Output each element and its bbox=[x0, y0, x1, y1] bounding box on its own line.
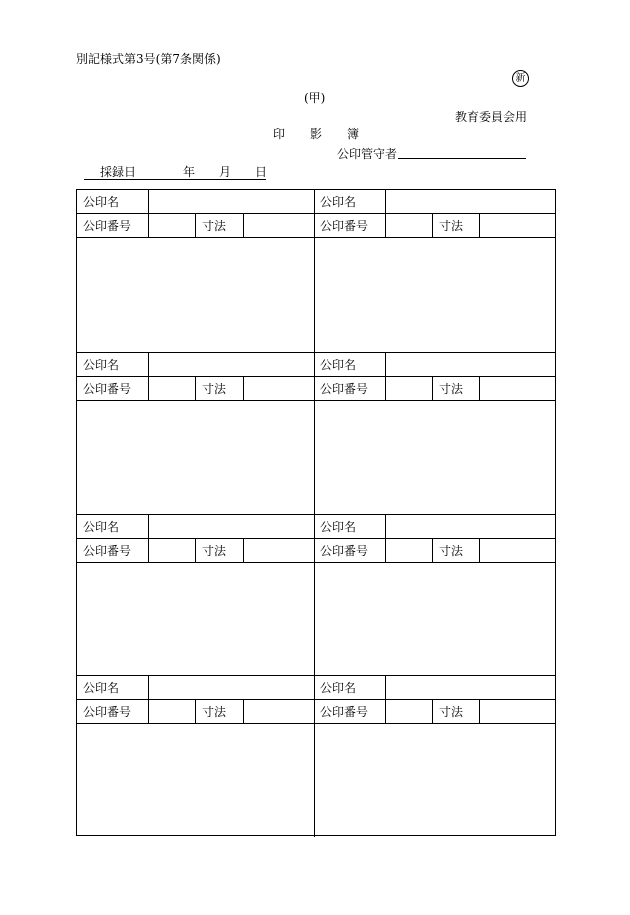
month-label: 月 bbox=[219, 165, 232, 179]
seal-entry bbox=[77, 353, 315, 514]
kou-label: (甲) bbox=[304, 91, 326, 105]
seal-entry bbox=[77, 676, 315, 837]
record-date-underline bbox=[84, 179, 266, 180]
title-char: 簿 bbox=[347, 127, 360, 141]
seal-entry bbox=[77, 190, 315, 352]
size-label: 寸法 bbox=[195, 700, 243, 723]
size-label: 寸法 bbox=[432, 700, 479, 723]
size-field[interactable] bbox=[243, 377, 314, 400]
number-row bbox=[77, 539, 314, 563]
size-field[interactable] bbox=[243, 539, 314, 562]
number-field[interactable] bbox=[148, 700, 195, 723]
seal-impression-grid bbox=[76, 189, 556, 836]
number-label: 公印番号 bbox=[83, 705, 132, 720]
number-field[interactable] bbox=[385, 377, 432, 400]
number-row bbox=[314, 377, 555, 401]
size-field[interactable] bbox=[479, 214, 555, 237]
name-field[interactable] bbox=[385, 190, 555, 213]
name-label: 公印名 bbox=[83, 519, 120, 534]
seal-entry bbox=[314, 676, 555, 837]
size-field[interactable] bbox=[479, 377, 555, 400]
title-char: 印 bbox=[273, 127, 286, 141]
number-field[interactable] bbox=[148, 539, 195, 562]
name-field[interactable] bbox=[148, 676, 314, 699]
title-char: 影 bbox=[310, 127, 323, 141]
impression-area[interactable] bbox=[77, 724, 314, 837]
size-label: 寸法 bbox=[432, 377, 479, 400]
number-row bbox=[314, 700, 555, 724]
name-label: 公印名 bbox=[320, 681, 357, 696]
name-label: 公印名 bbox=[320, 195, 357, 209]
form-number-label: 別記様式第3号(第7条関係) bbox=[76, 52, 221, 66]
keeper-label: 公印管守者 bbox=[337, 147, 398, 161]
impression-area[interactable] bbox=[77, 238, 314, 352]
number-row bbox=[77, 700, 314, 724]
day-label: 日 bbox=[255, 165, 268, 179]
impression-area[interactable] bbox=[314, 401, 555, 514]
name-label: 公印名 bbox=[83, 357, 120, 372]
size-field[interactable] bbox=[243, 214, 314, 237]
seal-entry bbox=[314, 515, 555, 676]
name-row bbox=[314, 676, 555, 700]
size-label: 寸法 bbox=[432, 539, 479, 562]
size-label: 寸法 bbox=[195, 377, 243, 400]
keeper-signature-line[interactable] bbox=[398, 158, 526, 159]
number-label: 公印番号 bbox=[320, 705, 369, 720]
number-label: 公印番号 bbox=[83, 381, 132, 396]
usage-label: 教育委員会用 bbox=[455, 110, 528, 124]
size-label: 寸法 bbox=[195, 214, 243, 237]
name-row bbox=[314, 190, 555, 214]
seal-block-row bbox=[77, 675, 555, 837]
number-label: 公印番号 bbox=[83, 543, 132, 558]
name-row bbox=[314, 353, 555, 377]
number-label: 公印番号 bbox=[320, 219, 369, 233]
name-row bbox=[314, 515, 555, 539]
seal-entry bbox=[314, 353, 555, 514]
seal-entry bbox=[77, 515, 315, 676]
record-date-row bbox=[100, 166, 270, 180]
name-field[interactable] bbox=[148, 353, 314, 376]
number-row bbox=[314, 214, 555, 238]
name-row bbox=[77, 353, 314, 377]
size-field[interactable] bbox=[479, 700, 555, 723]
size-field[interactable] bbox=[479, 539, 555, 562]
name-label: 公印名 bbox=[83, 681, 120, 696]
number-field[interactable] bbox=[385, 214, 432, 237]
name-field[interactable] bbox=[148, 190, 314, 213]
number-field[interactable] bbox=[148, 377, 195, 400]
size-label: 寸法 bbox=[432, 214, 479, 237]
number-field[interactable] bbox=[148, 214, 195, 237]
size-field[interactable] bbox=[243, 700, 314, 723]
size-label: 寸法 bbox=[195, 539, 243, 562]
number-row bbox=[77, 214, 314, 238]
new-mark: 新 bbox=[512, 70, 529, 87]
impression-area[interactable] bbox=[77, 563, 314, 676]
number-label: 公印番号 bbox=[320, 543, 369, 558]
record-date-label: 採録日 bbox=[100, 165, 137, 179]
document-title bbox=[273, 128, 384, 140]
name-label: 公印名 bbox=[320, 357, 357, 372]
impression-area[interactable] bbox=[314, 724, 555, 837]
name-field[interactable] bbox=[385, 676, 555, 699]
number-label: 公印番号 bbox=[320, 381, 369, 396]
name-row bbox=[77, 676, 314, 700]
name-field[interactable] bbox=[148, 515, 314, 538]
seal-block-row bbox=[77, 514, 555, 676]
number-field[interactable] bbox=[385, 700, 432, 723]
name-field[interactable] bbox=[385, 353, 555, 376]
year-label: 年 bbox=[183, 165, 196, 179]
number-row bbox=[314, 539, 555, 563]
impression-area[interactable] bbox=[314, 238, 555, 352]
seal-block-row bbox=[77, 352, 555, 514]
name-field[interactable] bbox=[385, 515, 555, 538]
impression-area[interactable] bbox=[314, 563, 555, 676]
name-label: 公印名 bbox=[320, 519, 357, 534]
impression-area[interactable] bbox=[77, 401, 314, 514]
seal-entry bbox=[314, 190, 555, 352]
number-label: 公印番号 bbox=[83, 219, 132, 233]
number-field[interactable] bbox=[385, 539, 432, 562]
name-row bbox=[77, 515, 314, 539]
name-row bbox=[77, 190, 314, 214]
number-row bbox=[77, 377, 314, 401]
seal-block-row bbox=[77, 190, 555, 352]
name-label: 公印名 bbox=[83, 195, 120, 209]
